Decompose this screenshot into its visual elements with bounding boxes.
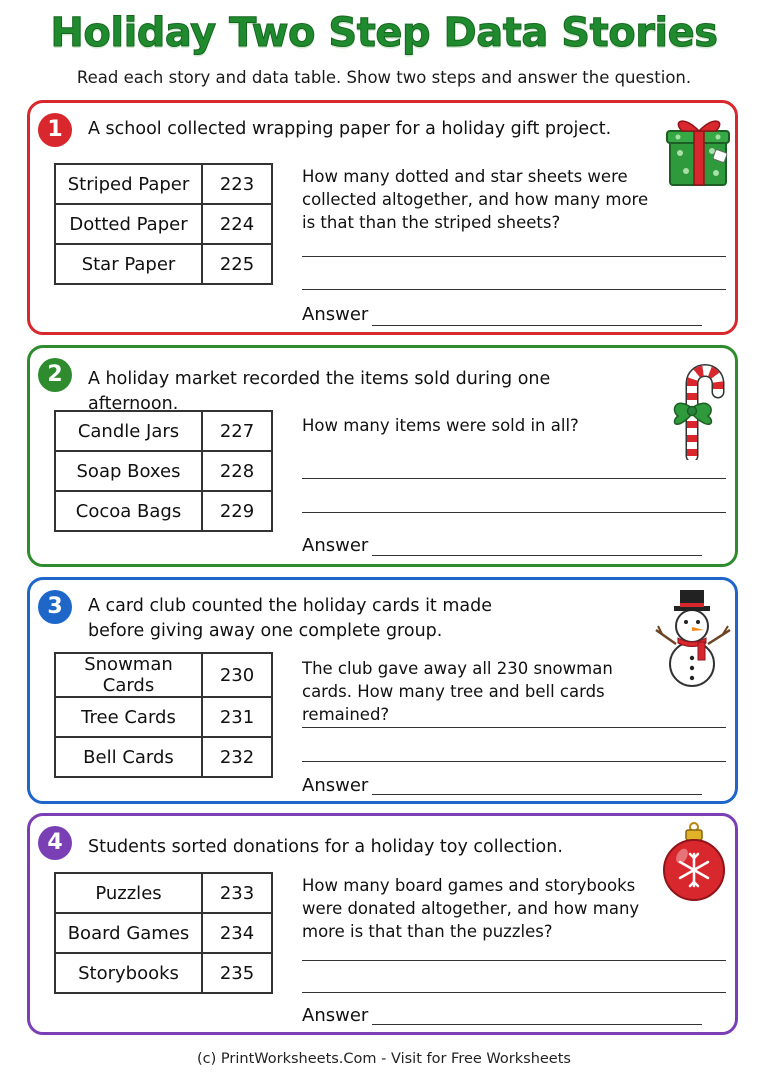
story-text-1: A school collected wrapping paper for a holiday gift project. xyxy=(88,119,612,139)
table-cell-name: Bell Cards xyxy=(55,737,202,777)
table-row xyxy=(55,164,272,204)
table-row xyxy=(55,451,272,491)
table-cell-value: 229 xyxy=(202,491,272,531)
table-row xyxy=(55,953,272,993)
question-text-2: How many items were sold in all? xyxy=(302,416,579,435)
answer-label-2: Answer xyxy=(302,535,369,556)
problem-card-2 xyxy=(27,345,738,567)
work-line[interactable] xyxy=(302,727,726,728)
table-cell-name: Tree Cards xyxy=(55,697,202,737)
table-row xyxy=(55,491,272,531)
table-row xyxy=(55,913,272,953)
snowman-icon xyxy=(650,586,734,690)
problem-number-2: 2 xyxy=(38,358,72,392)
table-cell-value: 235 xyxy=(202,953,272,993)
table-cell-value: 223 xyxy=(202,164,272,204)
answer-label-3: Answer xyxy=(302,775,369,796)
problem-card-1 xyxy=(27,100,738,335)
table-cell-name: Board Games xyxy=(55,913,202,953)
answer-line-1[interactable] xyxy=(372,325,702,326)
table-row xyxy=(55,737,272,777)
candy-cane-icon xyxy=(670,356,730,460)
question-text-1: How many dotted and star sheets were collected altogether, and how many more is that than the striped sheets? xyxy=(302,167,649,232)
table-cell-value: 227 xyxy=(202,411,272,451)
footer-text: (c) PrintWorksheets.Com - Visit for Free Worksheets xyxy=(197,1051,571,1067)
answer-line-2[interactable] xyxy=(372,555,702,556)
table-cell-name: Dotted Paper xyxy=(55,204,202,244)
gift-box-icon xyxy=(666,111,732,187)
story-text-3: A card club counted the holiday cards it made before giving away one complete group. xyxy=(88,596,493,641)
question-text-3: The club gave away all 230 snowman cards. How many tree and bell cards remained? xyxy=(302,659,613,724)
problem-number-1: 1 xyxy=(38,113,72,147)
table-cell-value: 233 xyxy=(202,873,272,913)
answer-line-3[interactable] xyxy=(372,794,702,795)
data-table-3 xyxy=(54,652,273,778)
problem-number-3: 3 xyxy=(38,590,72,624)
table-cell-name: Cocoa Bags xyxy=(55,491,202,531)
data-table-4 xyxy=(54,872,273,994)
work-line[interactable] xyxy=(302,992,726,993)
table-cell-name: Striped Paper xyxy=(55,164,202,204)
work-line[interactable] xyxy=(302,256,726,257)
table-cell-name: Puzzles xyxy=(55,873,202,913)
table-row xyxy=(55,244,272,284)
page-title: Holiday Two Step Data Stories xyxy=(50,10,718,56)
table-cell-value: 234 xyxy=(202,913,272,953)
table-row xyxy=(55,653,272,697)
table-cell-name: Candle Jars xyxy=(55,411,202,451)
table-row xyxy=(55,697,272,737)
table-cell-name: Snowman Cards xyxy=(55,653,202,697)
data-table-1 xyxy=(54,163,273,285)
work-line[interactable] xyxy=(302,761,726,762)
table-row xyxy=(55,873,272,913)
work-line[interactable] xyxy=(302,512,726,513)
work-line[interactable] xyxy=(302,478,726,479)
problem-number-4: 4 xyxy=(38,826,72,860)
table-cell-name: Star Paper xyxy=(55,244,202,284)
table-cell-value: 224 xyxy=(202,204,272,244)
table-row xyxy=(55,204,272,244)
work-line[interactable] xyxy=(302,960,726,961)
work-line[interactable] xyxy=(302,289,726,290)
instructions: Read each story and data table. Show two steps and answer the question. xyxy=(76,68,692,87)
question-text-4: How many board games and storybooks were donated altogether, and how many more is that than the puzzles? xyxy=(302,876,640,941)
data-table-2 xyxy=(54,410,273,532)
answer-line-4[interactable] xyxy=(372,1024,702,1025)
table-cell-name: Soap Boxes xyxy=(55,451,202,491)
table-cell-name: Storybooks xyxy=(55,953,202,993)
problem-card-4 xyxy=(27,813,738,1035)
answer-label-1: Answer xyxy=(302,304,369,325)
answer-label-4: Answer xyxy=(302,1005,369,1026)
story-text-2: A holiday market recorded the items sold during one afternoon. xyxy=(88,369,551,414)
table-row xyxy=(55,411,272,451)
table-cell-value: 231 xyxy=(202,697,272,737)
table-cell-value: 230 xyxy=(202,653,272,697)
problem-card-3 xyxy=(27,577,738,804)
table-cell-value: 228 xyxy=(202,451,272,491)
story-text-4: Students sorted donations for a holiday toy collection. xyxy=(88,837,563,857)
table-cell-value: 232 xyxy=(202,737,272,777)
ornament-icon xyxy=(660,822,728,904)
table-cell-value: 225 xyxy=(202,244,272,284)
